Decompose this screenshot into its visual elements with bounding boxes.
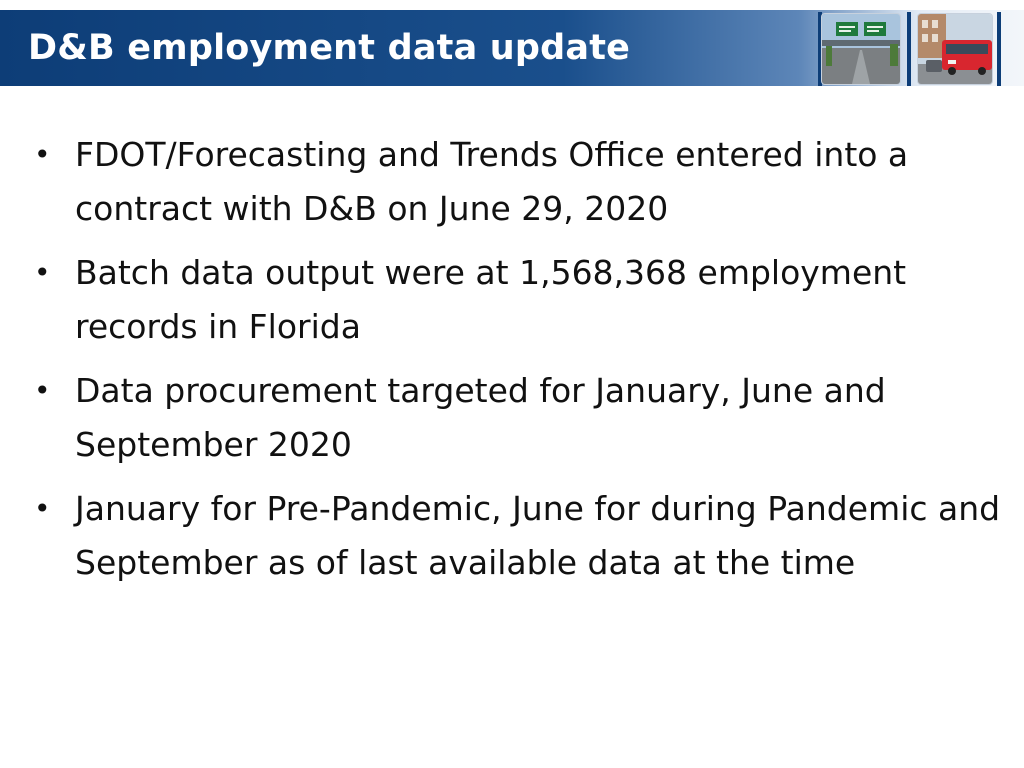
bullet-item [34,128,1004,236]
header-divider [907,12,911,86]
bullet-item [34,364,1004,472]
bullet-icon: • [34,374,51,407]
highway-sign-photo [822,14,900,84]
bullet-list [34,128,1004,600]
bullet-icon: • [34,492,51,525]
slide-title: D&B employment data update [28,28,631,68]
bullet-item [34,482,1004,590]
bullet-item [34,246,1004,354]
bullet-text: Data procurement targeted for January, June and September 2020 [75,371,886,464]
bullet-icon: • [34,138,51,171]
bus-photo [918,14,992,84]
header-divider [997,12,1001,86]
bullet-text: FDOT/Forecasting and Trends Office entered into a contract with D&B on June 29, 2020 [75,135,909,228]
bullet-icon: • [34,256,51,289]
bullet-text: January for Pre-Pandemic, June for during Pandemic and September as of last available data at the time [75,489,1001,582]
bullet-text: Batch data output were at 1,568,368 employment records in Florida [75,253,907,346]
bus-image [918,14,992,84]
highway-sign-image [822,14,900,84]
